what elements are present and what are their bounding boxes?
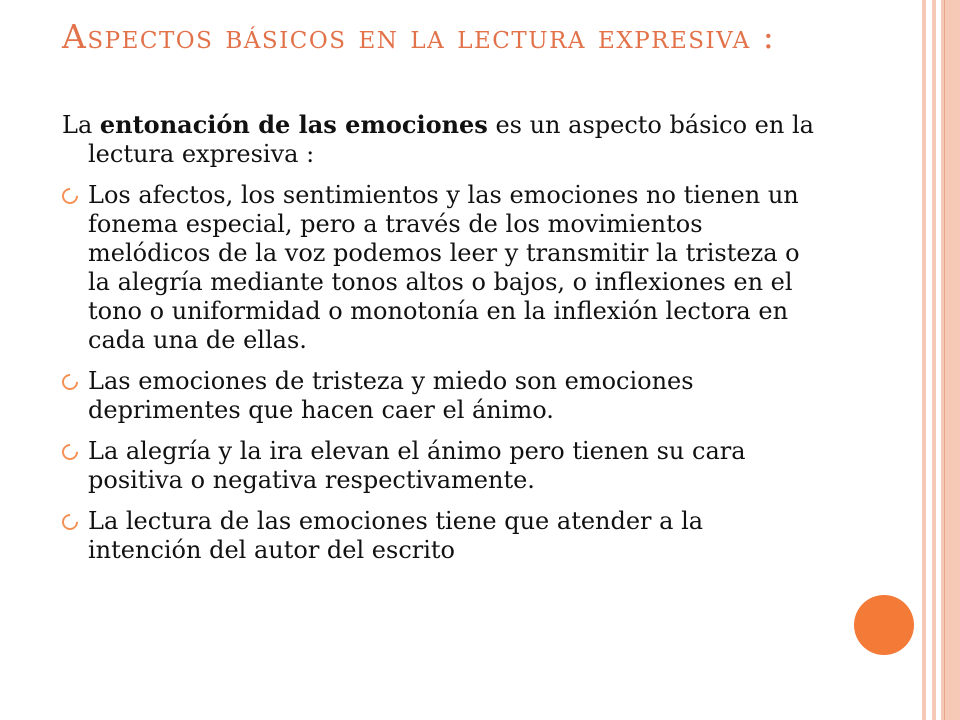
bullet-icon (59, 185, 82, 208)
bullet-text: La alegría y la ira elevan el ánimo pero tienen su cara positiva o negativa respectivamente. (88, 437, 746, 494)
bullet-text: La lectura de las emociones tiene que atender a la intención del autor del escrito (88, 507, 704, 564)
intro-prefix: La (62, 111, 100, 139)
bullet-icon (59, 371, 82, 394)
bullet-text: Las emociones de tristeza y miedo son emociones deprimentes que hacen caer el ánimo. (88, 367, 694, 424)
intro-bold: entonación de las emociones (99, 110, 488, 139)
intro-paragraph (62, 110, 822, 169)
bullet-text: Los afectos, los sentimientos y las emociones no tienen un fonema especial, pero a través de los movimientos melódicos de la voz podemos leer y transmitir la tristeza o la alegría mediante tonos altos o bajos, o inflexiones en el tono o uniformidad o monotonía en la inflexión lectora en cada una de ellas. (88, 181, 800, 354)
bullet-icon (59, 441, 82, 464)
bullet-item (62, 181, 822, 355)
stripe (932, 0, 936, 720)
bullet-item (62, 437, 822, 495)
slide-body (62, 110, 822, 565)
bullet-icon (59, 511, 82, 534)
bullet-item (62, 367, 822, 425)
decorative-circle (854, 595, 914, 655)
slide-title: Aspectos básicos en la lectura expresiva : (62, 17, 776, 56)
stripe (922, 0, 926, 720)
stripe (944, 0, 945, 720)
intro-suffix: es un aspecto básico en la lectura expresiva : (88, 111, 814, 168)
bullet-item (62, 507, 822, 565)
